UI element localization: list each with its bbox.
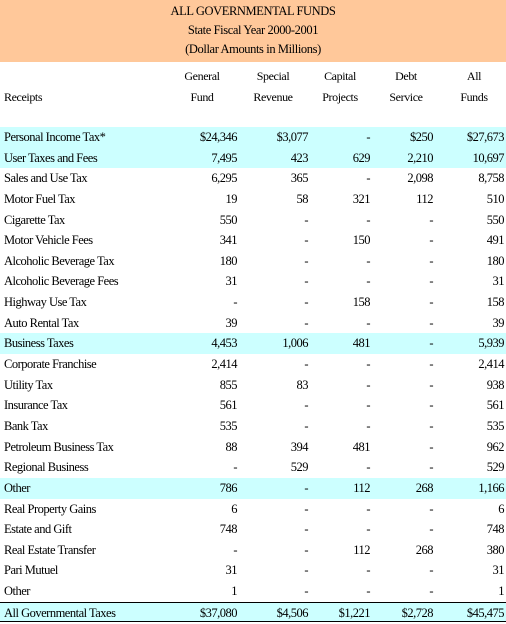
cell-capital-projects: -	[366, 398, 370, 413]
row-label: Insurance Tax	[4, 398, 68, 413]
cell-debt-service: 268	[415, 480, 433, 495]
cell-debt-service: -	[429, 336, 433, 351]
cell-capital-projects: 112	[353, 480, 370, 495]
cell-general-fund: 4,453	[211, 336, 237, 351]
cell-capital-projects: -	[366, 501, 370, 516]
cell-debt-service: -	[429, 315, 433, 330]
cell-general-fund: 550	[219, 212, 237, 227]
cell-special-revenue: -	[304, 212, 308, 227]
cell-debt-service: -	[429, 357, 433, 372]
row-label: Motor Fuel Tax	[4, 191, 76, 206]
cell-general-fund: -	[233, 295, 237, 310]
row-label: Corporate Franchise	[4, 357, 97, 372]
table-row	[0, 375, 506, 396]
table-row	[0, 251, 506, 272]
cell-general-fund: 6	[231, 501, 237, 516]
header-debt-service: Debt Service	[389, 69, 423, 104]
cell-all-funds: $45,475	[466, 605, 504, 620]
cell-general-fund: 180	[219, 253, 237, 268]
table-row	[0, 581, 506, 602]
cell-general-fund: 1	[231, 584, 237, 599]
cell-all-funds: 491	[486, 233, 504, 248]
cell-general-fund: 31	[225, 274, 237, 289]
row-label: Pari Mutuel	[4, 563, 58, 578]
header-all-funds: All Funds	[460, 69, 488, 104]
table-row	[0, 499, 506, 520]
cell-special-revenue: 423	[290, 150, 308, 165]
cell-all-funds: 529	[486, 460, 504, 475]
cell-debt-service: -	[429, 460, 433, 475]
row-label: Regional Business	[4, 460, 89, 475]
cell-general-fund: 786	[219, 480, 237, 495]
header-capital-projects: Capital Projects	[322, 69, 358, 104]
cell-capital-projects: -	[366, 130, 370, 144]
table-row	[0, 540, 506, 561]
cell-debt-service: 268	[415, 542, 433, 557]
cell-debt-service: -	[429, 398, 433, 413]
cell-special-revenue: 83	[296, 377, 308, 392]
table-row	[0, 271, 506, 292]
cell-debt-service: -	[429, 439, 433, 454]
cell-debt-service: -	[429, 295, 433, 310]
cell-capital-projects: -	[366, 563, 370, 578]
cell-special-revenue: -	[304, 542, 308, 557]
row-label: Bank Tax	[4, 418, 48, 433]
cell-special-revenue: -	[304, 315, 308, 330]
title-line-2: State Fiscal Year 2000-2001	[187, 23, 319, 37]
row-label: Personal Income Tax*	[4, 130, 106, 144]
cell-capital-projects: -	[366, 171, 370, 186]
cell-capital-projects: -	[366, 584, 370, 599]
cell-capital-projects: $1,221	[338, 605, 370, 620]
header-general-fund: General Fund	[184, 69, 220, 104]
cell-general-fund: 561	[219, 398, 237, 413]
row-label: Utility Tax	[4, 377, 53, 392]
row-label: Auto Rental Tax	[4, 315, 79, 330]
cell-special-revenue: 394	[290, 439, 308, 454]
row-label: Motor Vehicle Fees	[4, 233, 93, 248]
table-row	[0, 333, 506, 354]
table-row	[0, 313, 506, 334]
cell-debt-service: -	[429, 377, 433, 392]
cell-debt-service: -	[429, 233, 433, 248]
cell-all-funds: 31	[492, 274, 504, 289]
row-label: User Taxes and Fees	[4, 150, 98, 165]
cell-all-funds: 10,697	[472, 150, 504, 165]
row-label: All Governmental Taxes	[4, 605, 116, 620]
cell-capital-projects: -	[366, 212, 370, 227]
cell-general-fund: 748	[219, 522, 237, 537]
cell-general-fund: -	[233, 460, 237, 475]
cell-debt-service: -	[429, 522, 433, 537]
cell-general-fund: 7,495	[211, 150, 237, 165]
row-label: Business Taxes	[4, 336, 74, 351]
table-row	[0, 457, 506, 478]
cell-special-revenue: -	[304, 480, 308, 495]
cell-special-revenue: -	[304, 584, 308, 599]
table-row	[0, 210, 506, 231]
row-label: Cigarette Tax	[4, 212, 65, 227]
table-title-banner	[0, 0, 506, 62]
table-row	[0, 437, 506, 458]
cell-debt-service: -	[429, 274, 433, 289]
cell-all-funds: 5,939	[478, 336, 504, 351]
cell-special-revenue: -	[304, 522, 308, 537]
cell-debt-service: -	[429, 212, 433, 227]
cell-debt-service: -	[429, 501, 433, 516]
cell-capital-projects: 112	[353, 542, 370, 557]
cell-special-revenue: -	[304, 233, 308, 248]
cell-capital-projects: 321	[352, 191, 370, 206]
cell-debt-service: -	[429, 584, 433, 599]
cell-all-funds: 180	[486, 253, 504, 268]
cell-all-funds: 938	[486, 377, 504, 392]
cell-debt-service: -	[429, 418, 433, 433]
cell-general-fund: 31	[225, 563, 237, 578]
cell-all-funds: 8,758	[478, 171, 504, 186]
row-label: Alcoholic Beverage Tax	[4, 253, 115, 268]
header-special-revenue: Special Revenue	[253, 69, 293, 104]
table-row	[0, 127, 506, 148]
row-label: Highway Use Tax	[4, 295, 87, 310]
cell-capital-projects: -	[366, 315, 370, 330]
table-row	[0, 602, 506, 623]
cell-all-funds: 510	[486, 191, 504, 206]
row-label: Real Property Gains	[4, 501, 96, 516]
cell-debt-service: -	[429, 563, 433, 578]
cell-debt-service: 112	[416, 191, 433, 206]
header-receipts: Receipts	[4, 90, 43, 104]
table-row	[0, 189, 506, 210]
title-line-1: ALL GOVERNMENTAL FUNDS	[170, 4, 336, 18]
cell-all-funds: 535	[486, 418, 504, 433]
title-line-3: (Dollar Amounts in Millions)	[185, 42, 321, 56]
cell-special-revenue: -	[304, 274, 308, 289]
cell-all-funds: 550	[486, 212, 504, 227]
row-label: Sales and Use Tax	[4, 171, 88, 186]
cell-capital-projects: -	[366, 377, 370, 392]
cell-all-funds: 158	[486, 295, 504, 310]
cell-special-revenue: 58	[296, 191, 308, 206]
table-row	[0, 354, 506, 375]
cell-capital-projects: -	[366, 357, 370, 372]
cell-general-fund: $37,080	[199, 605, 237, 620]
cell-special-revenue: -	[304, 563, 308, 578]
cell-all-funds: 6	[498, 501, 504, 516]
cell-all-funds: $27,673	[466, 130, 504, 144]
cell-debt-service: -	[429, 253, 433, 268]
cell-capital-projects: -	[366, 522, 370, 537]
cell-all-funds: 1,166	[478, 480, 504, 495]
cell-special-revenue: $3,077	[276, 130, 308, 144]
cell-special-revenue: -	[304, 295, 308, 310]
cell-debt-service: $250	[410, 130, 433, 144]
cell-capital-projects: 150	[352, 233, 370, 248]
cell-general-fund: 19	[225, 191, 237, 206]
cell-all-funds: 748	[486, 522, 504, 537]
cell-capital-projects: -	[366, 418, 370, 433]
table-row	[0, 230, 506, 251]
cell-general-fund: 535	[219, 418, 237, 433]
cell-general-fund: 88	[225, 439, 237, 454]
cell-all-funds: 31	[492, 563, 504, 578]
cell-general-fund: 2,414	[211, 357, 237, 372]
cell-all-funds: 962	[486, 439, 504, 454]
cell-special-revenue: -	[304, 357, 308, 372]
cell-all-funds: 39	[492, 315, 504, 330]
cell-general-fund: -	[233, 542, 237, 557]
row-label: Estate and Gift	[4, 522, 72, 537]
cell-special-revenue: -	[304, 501, 308, 516]
table-row	[0, 560, 506, 581]
cell-general-fund: 39	[225, 315, 237, 330]
cell-special-revenue: 365	[290, 171, 308, 186]
cell-debt-service: 2,210	[407, 150, 433, 165]
cell-general-fund: $24,346	[199, 130, 237, 144]
table-row	[0, 519, 506, 540]
row-label: Other	[4, 480, 30, 495]
row-label: Real Estate Transfer	[4, 542, 96, 557]
row-label: Alcoholic Beverage Fees	[4, 274, 119, 289]
cell-general-fund: 6,295	[211, 171, 237, 186]
table-row	[0, 395, 506, 416]
row-label: Petroleum Business Tax	[4, 439, 114, 454]
table-row	[0, 416, 506, 437]
cell-special-revenue: -	[304, 253, 308, 268]
cell-special-revenue: 529	[290, 460, 308, 475]
cell-debt-service: 2,098	[407, 171, 433, 186]
cell-all-funds: 2,414	[478, 357, 504, 372]
table-row	[0, 148, 506, 169]
cell-all-funds: 1	[498, 584, 504, 599]
table-row	[0, 292, 506, 313]
cell-special-revenue: -	[304, 418, 308, 433]
cell-capital-projects: 481	[352, 336, 370, 351]
receipts-table	[0, 127, 506, 622]
cell-capital-projects: 481	[352, 439, 370, 454]
cell-all-funds: 380	[486, 542, 504, 557]
table-row	[0, 168, 506, 189]
cell-special-revenue: -	[304, 398, 308, 413]
table-row	[0, 478, 506, 499]
cell-special-revenue: 1,006	[282, 336, 308, 351]
cell-special-revenue: $4,506	[276, 605, 308, 620]
cell-general-fund: 855	[219, 377, 237, 392]
cell-general-fund: 341	[219, 233, 237, 248]
cell-capital-projects: -	[366, 253, 370, 268]
cell-capital-projects: 629	[352, 150, 370, 165]
cell-capital-projects: 158	[352, 295, 370, 310]
cell-capital-projects: -	[366, 460, 370, 475]
cell-all-funds: 561	[486, 398, 504, 413]
row-label: Other	[4, 584, 30, 599]
cell-debt-service: $2,728	[401, 605, 433, 620]
cell-capital-projects: -	[366, 274, 370, 289]
